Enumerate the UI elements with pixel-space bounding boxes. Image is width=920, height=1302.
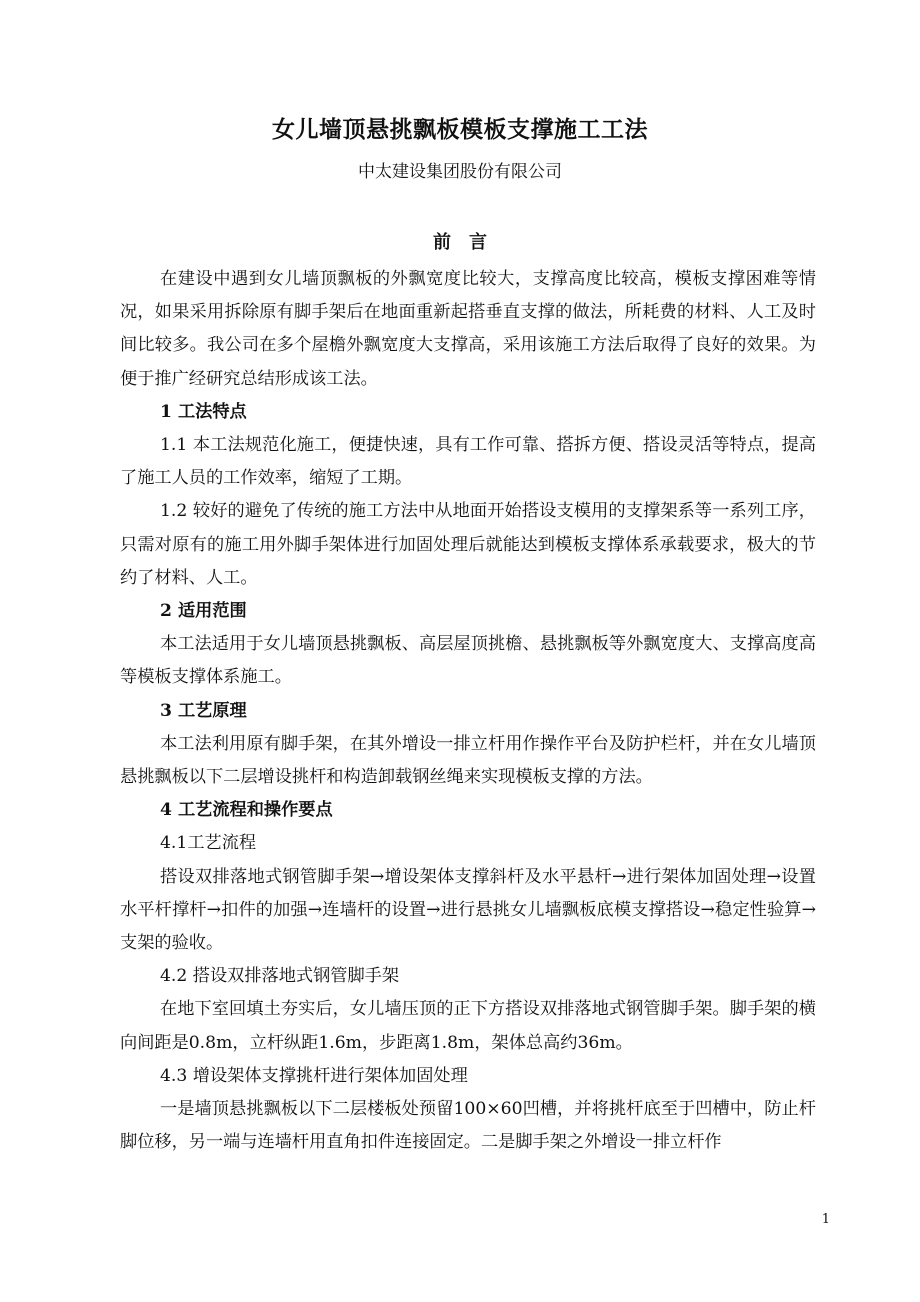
section-heading-2: 2 适用范围 bbox=[160, 601, 247, 622]
subsection-heading-4-2: 4.2 搭设双排落地式钢管脚手架 bbox=[160, 966, 400, 987]
paragraph-1-1: 1.1 本工法规范化施工，便捷快速，具有工作可靠、搭拆方便、搭设灵活等特点，提高了施工人员的工作效率，缩短了工期。 bbox=[120, 435, 816, 489]
company-name: 中太建设集团股份有限公司 bbox=[358, 162, 562, 182]
subsection-heading-4-3: 4.3 增设架体支撑挑杆进行架体加固处理 bbox=[160, 1065, 468, 1086]
document-title: 女儿墙顶悬挑飘板模板支撑施工工法 bbox=[272, 116, 648, 143]
subsection-heading-4-1: 4.1工艺流程 bbox=[160, 833, 257, 854]
paragraph-3: 本工法利用原有脚手架，在其外增设一排立杆用作操作平台及防护栏杆，并在女儿墙顶悬挑飘板以下二层增设挑杆和构造卸载钢丝绳来实现模板支撑的方法。 bbox=[120, 733, 816, 788]
paragraph-1-2: 1.2 较好的避免了传统的施工方法中从地面开始搭设支模用的支撑架系等一系列工序，只需对原有的施工用外脚手架体进行加固处理后就能达到模板支撑体系承载要求，极大的节约了材料、人工。 bbox=[120, 501, 816, 588]
paragraph-4-2: 在地下室回填土夯实后，女儿墙压顶的正下方搭设双排落地式钢管脚手架。脚手架的横向间距是0.8m，立杆纵距1.6m，步距离1.8m，架体总高约36m。 bbox=[120, 999, 816, 1053]
section-heading-1: 1 工法特点 bbox=[160, 401, 247, 422]
section-heading-4: 4 工艺流程和操作要点 bbox=[160, 800, 333, 821]
section-heading-3: 3 工艺原理 bbox=[160, 700, 247, 721]
paragraph-4-1: 搭设双排落地式钢管脚手架→增设架体支撑斜杆及水平悬杆→进行架体加固处理→设置水平杆撑杆→扣件的加强→连墙杆的设置→进行悬挑女儿墙飘板底模支撑搭设→稳定性验算→支架的验收。 bbox=[120, 866, 816, 954]
foreword-heading: 前 言 bbox=[433, 232, 487, 253]
paragraph-4-3: 一是墙顶悬挑飘板以下二层楼板处预留100×60凹槽，并将挑杆底至于凹槽中，防止杆脚位移，另一端与连墙杆用直角扣件连接固定。二是脚手架之外增设一排立杆作 bbox=[120, 1099, 816, 1153]
paragraph-intro: 在建设中遇到女儿墙顶飘板的外飘宽度比较大，支撑高度比较高，模板支撑困难等情况，如果采用拆除原有脚手架后在地面重新起搭垂直支撑的做法，所耗费的材料、人工及时间比较多。我公司在多个屋檐外飘宽度大支撑高，采用该施工方法后取得了良好的效果。为便于推广经研究总结形成该工法。 bbox=[120, 269, 816, 389]
page-number: 1 bbox=[821, 1212, 830, 1227]
paragraph-2: 本工法适用于女儿墙顶悬挑飘板、高层屋顶挑檐、悬挑飘板等外飘宽度大、支撑高度高等模板支撑体系施工。 bbox=[120, 634, 816, 688]
document-body bbox=[120, 263, 816, 1159]
